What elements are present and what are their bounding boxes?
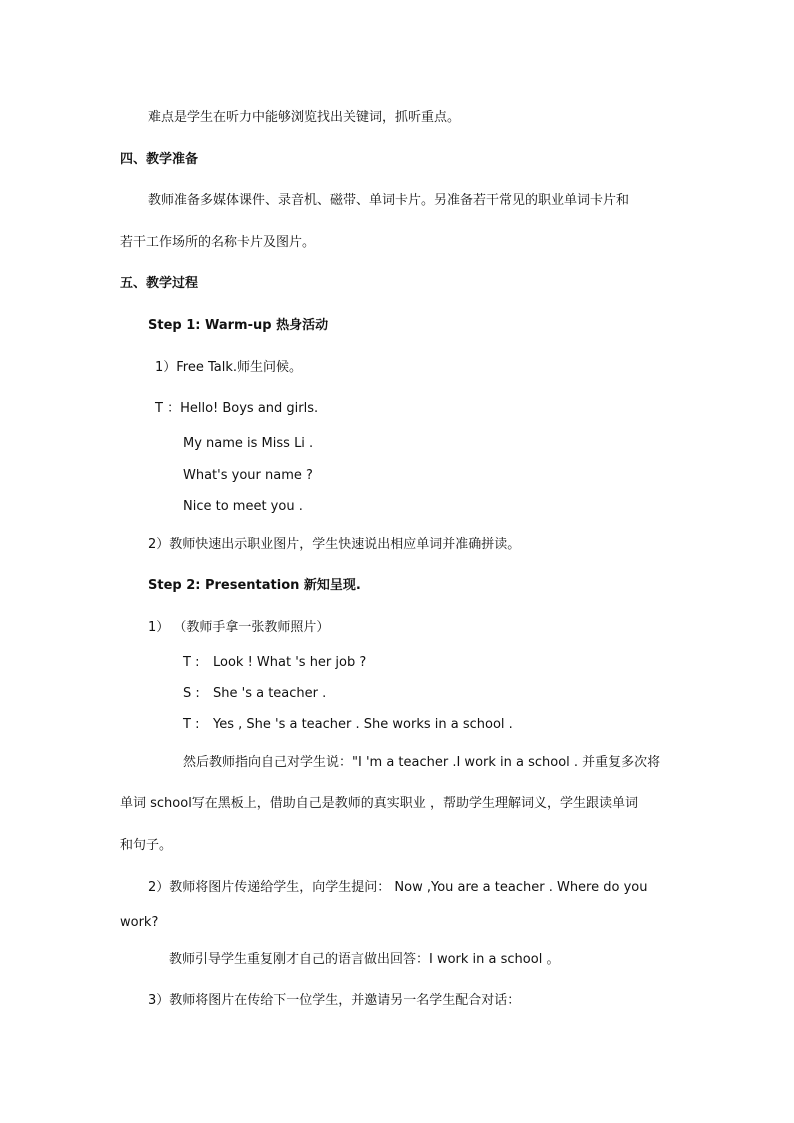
dialogue-line-question: What's your name ? — [183, 468, 313, 483]
step-1-heading: Step 1: Warm-up 热身活动 — [148, 318, 329, 333]
step-2-item-3: 3）教师将图片在传给下一位学生，并邀请另一名学生配合对话： — [148, 993, 521, 1008]
dialogue-speaker-s: S : — [183, 686, 200, 701]
dialogue-text-s: She 's a teacher . — [213, 686, 327, 701]
step-1-item-1: 1）Free Talk.师生问候。 — [155, 360, 303, 375]
dialogue-text-t-2: Yes , She 's a teacher . She works in a school . — [213, 717, 513, 732]
step-2-item-2-line-1: 2）教师将图片传递给学生，向学生提问： Now ,You are a teacher . Where do you — [148, 880, 648, 895]
dialogue-speaker-t-1: T : — [183, 655, 200, 670]
dialogue-line-greeting: Nice to meet you . — [183, 499, 303, 514]
step-2-item-1: 1） （教师手拿一张教师照片） — [148, 620, 330, 635]
paragraph-line-2: 单词 school写在黑板上，借助自己是教师的真实职业 ，帮助学生理解词义，学生跟读单词 — [120, 796, 638, 811]
difficulty-line: 难点是学生在听力中能够浏览找出关键词，抓听重点。 — [148, 110, 461, 125]
dialogue-text-t-1: Look ! What 's her job ? — [213, 655, 367, 670]
dialogue-line-teacher-hello: T ：Hello! Boys and girls. — [155, 401, 319, 416]
paragraph-line-3: 和句子。 — [120, 838, 173, 853]
dialogue-line-name: My name is Miss Li . — [183, 436, 314, 451]
guide-line: 教师引导学生重复刚才自己的语言做出回答：I work in a school 。 — [169, 952, 560, 967]
section-4-heading: 四、教学准备 — [120, 152, 199, 167]
step-1-item-2: 2）教师快速出示职业图片，学生快速说出相应单词并准确拼读。 — [148, 537, 521, 552]
paragraph-line-1: 然后教师指向自己对学生说："I 'm a teacher .I work in a school . 并重复多次将 — [183, 755, 661, 770]
preparation-line-2: 若干工作场所的名称卡片及图片。 — [120, 235, 316, 250]
section-5-heading: 五、教学过程 — [120, 276, 199, 291]
step-2-item-2-line-2: work? — [120, 915, 159, 930]
step-2-heading: Step 2: Presentation 新知呈现. — [148, 578, 361, 593]
dialogue-speaker-t-2: T : — [183, 717, 200, 732]
preparation-line-1: 教师准备多媒体课件、录音机、磁带、单词卡片。另准备若干常见的职业单词卡片和 — [148, 193, 630, 208]
